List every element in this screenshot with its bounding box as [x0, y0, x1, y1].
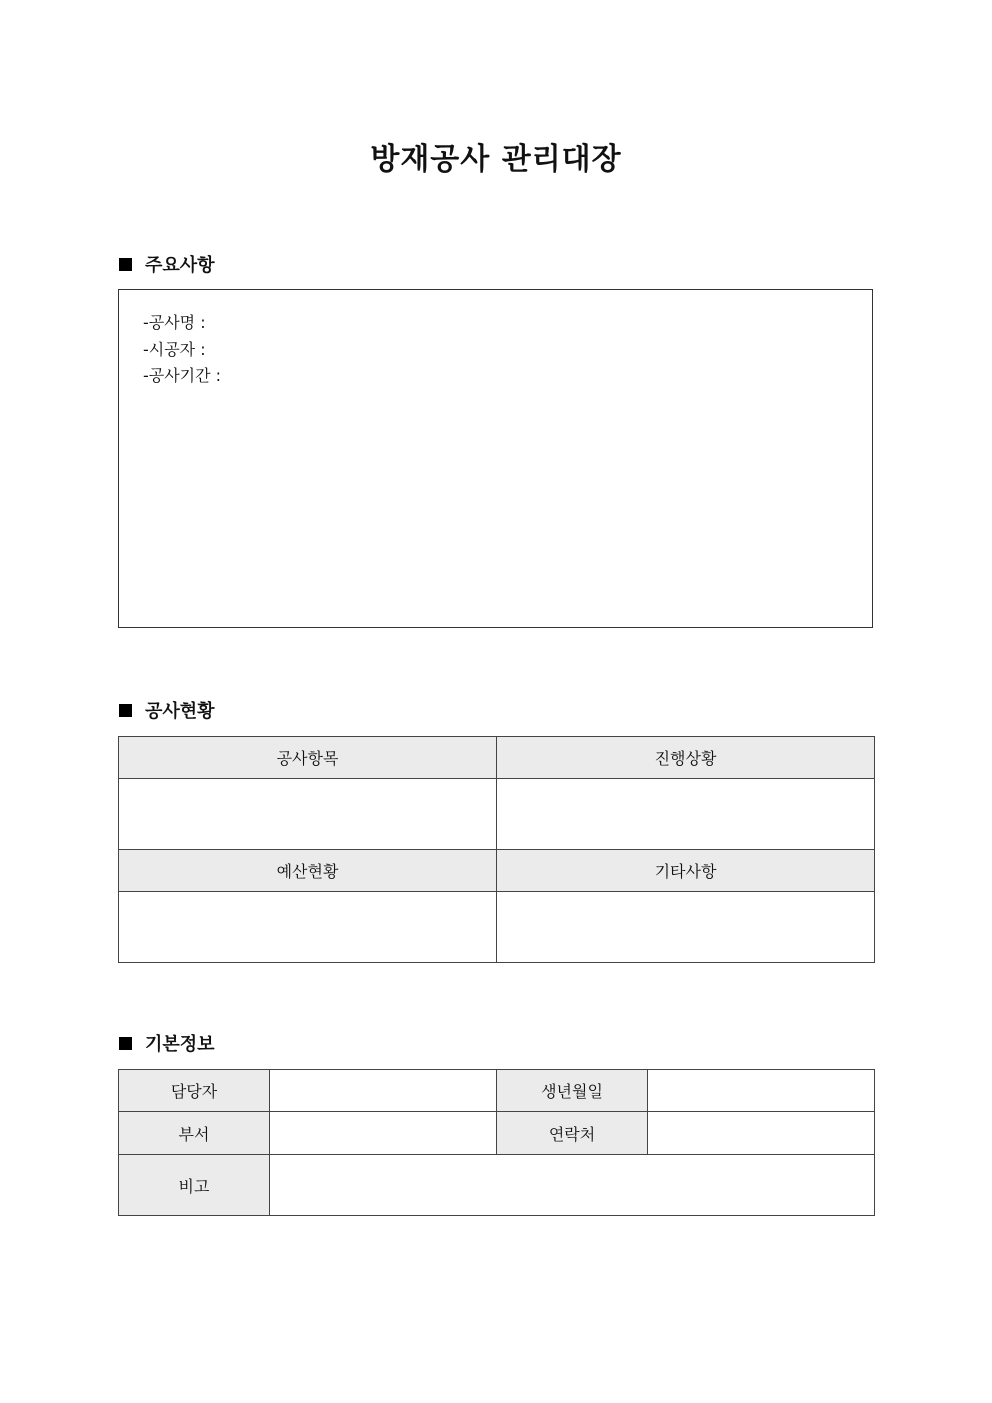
header-other-notes: 기타사항 [497, 850, 875, 892]
cell-budget-status[interactable] [119, 892, 497, 963]
summary-line-contractor: -시공자 : [143, 339, 206, 359]
label-manager: 담당자 [119, 1070, 270, 1112]
value-manager[interactable] [270, 1070, 497, 1112]
label-remarks: 비고 [119, 1155, 270, 1216]
summary-box [118, 289, 873, 628]
header-progress: 진행상황 [497, 737, 875, 779]
cell-construction-item[interactable] [119, 779, 497, 850]
section-heading-status-label: 공사현황 [145, 701, 215, 722]
construction-status-table [118, 736, 875, 963]
cell-other-notes[interactable] [497, 892, 875, 963]
cell-progress[interactable] [497, 779, 875, 850]
label-contact: 연락처 [497, 1112, 648, 1155]
label-department: 부서 [119, 1112, 270, 1155]
summary-line-project-name: -공사명 : [143, 313, 206, 332]
value-remarks[interactable] [270, 1155, 875, 1216]
document-title: 방재공사 관리대장 [370, 142, 622, 177]
section-heading-info [119, 1031, 215, 1055]
section-heading-info-label: 기본정보 [145, 1034, 215, 1055]
value-contact[interactable] [648, 1112, 875, 1155]
section-heading-summary [119, 252, 215, 276]
label-birthdate: 생년월일 [497, 1070, 648, 1112]
summary-line-construction-period: -공사기간 : [143, 366, 222, 385]
basic-info-table [118, 1069, 875, 1216]
header-construction-item: 공사항목 [119, 737, 497, 779]
value-department[interactable] [270, 1112, 497, 1155]
section-heading-summary-label: 주요사항 [145, 255, 215, 276]
section-heading-status [119, 698, 215, 722]
square-bullet-icon [119, 258, 132, 271]
square-bullet-icon [119, 1037, 132, 1050]
square-bullet-icon [119, 704, 132, 717]
header-budget-status: 예산현황 [119, 850, 497, 892]
value-birthdate[interactable] [648, 1070, 875, 1112]
